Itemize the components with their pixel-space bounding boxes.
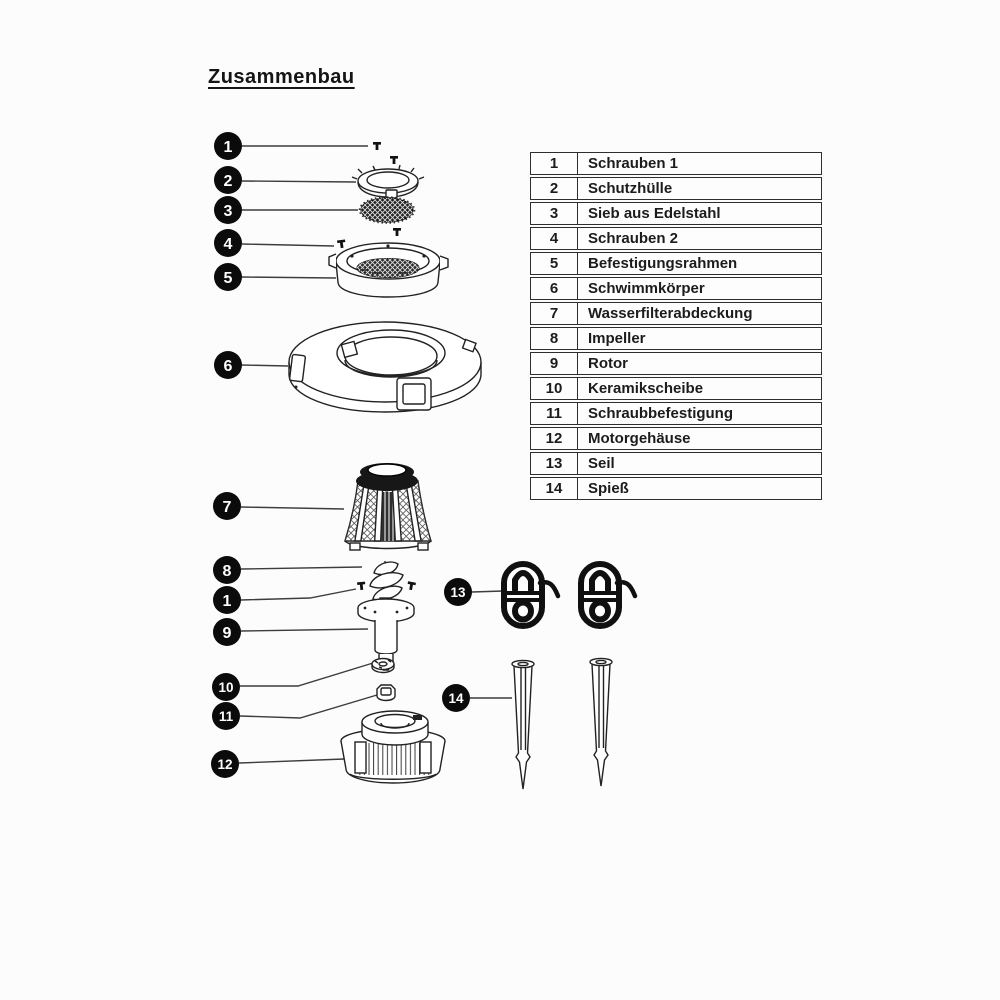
part-screw-fastener xyxy=(377,685,395,701)
part-name: Spieß xyxy=(588,480,629,497)
screw-icon xyxy=(357,582,366,591)
part-spike-2 xyxy=(590,658,612,786)
page-title: Zusammenbau xyxy=(208,66,355,88)
svg-text:2: 2 xyxy=(223,173,233,190)
part-name: Impeller xyxy=(588,330,646,347)
part-name: Wasserfilterabdeckung xyxy=(588,305,753,322)
table-row xyxy=(530,477,822,500)
callout-11 xyxy=(212,702,240,730)
part-number: 5 xyxy=(531,253,578,274)
svg-text:6: 6 xyxy=(223,358,233,375)
part-number: 10 xyxy=(531,378,578,399)
part-name: Schrauben 2 xyxy=(588,230,679,247)
callout-4 xyxy=(214,229,242,257)
callout-13 xyxy=(444,578,472,606)
screw-icon xyxy=(393,228,401,236)
part-name: Schrauben 1 xyxy=(588,155,679,172)
part-number: 3 xyxy=(531,203,578,224)
callout-1b xyxy=(213,586,241,614)
part-name: Befestigungsrahmen xyxy=(588,255,738,272)
part-name: Schwimmkörper xyxy=(588,280,705,297)
part-number: 4 xyxy=(531,228,578,249)
part-number: 8 xyxy=(531,328,578,349)
svg-text:12: 12 xyxy=(217,757,233,772)
svg-text:4: 4 xyxy=(223,236,233,253)
svg-text:14: 14 xyxy=(448,691,464,706)
part-float-body xyxy=(289,322,481,412)
screw-icon xyxy=(337,239,346,248)
part-number: 13 xyxy=(531,453,578,474)
part-steel-sieve xyxy=(360,197,415,223)
table-row xyxy=(530,352,822,375)
svg-text:10: 10 xyxy=(218,680,234,695)
callout-2 xyxy=(214,166,242,194)
table-row xyxy=(530,202,822,225)
table-row xyxy=(530,152,822,175)
svg-text:8: 8 xyxy=(222,563,232,580)
part-screw-1 xyxy=(373,142,381,150)
part-spike-1 xyxy=(512,660,534,789)
part-number: 12 xyxy=(531,428,578,449)
screw-icon xyxy=(407,581,416,590)
table-row xyxy=(530,402,822,425)
callout-9 xyxy=(213,618,241,646)
part-number: 9 xyxy=(531,353,578,374)
table-row xyxy=(530,452,822,475)
part-name: Motorgehäuse xyxy=(588,430,691,447)
table-row xyxy=(530,177,822,200)
table-row xyxy=(530,427,822,450)
table-row xyxy=(530,327,822,350)
callout-1 xyxy=(214,132,242,160)
svg-text:1: 1 xyxy=(222,593,232,610)
svg-text:3: 3 xyxy=(223,203,233,220)
callout-12 xyxy=(211,750,239,778)
svg-text:9: 9 xyxy=(222,625,232,642)
part-number: 6 xyxy=(531,278,578,299)
part-motor-housing xyxy=(341,711,445,783)
part-name: Seil xyxy=(588,455,615,472)
callout-3 xyxy=(214,196,242,224)
part-number: 7 xyxy=(531,303,578,324)
screw-icon xyxy=(390,156,398,164)
parts-table xyxy=(530,152,822,502)
part-filter-cover xyxy=(345,463,431,550)
part-number: 2 xyxy=(531,178,578,199)
table-row xyxy=(530,377,822,400)
part-number: 11 xyxy=(531,403,578,424)
callout-10 xyxy=(212,673,240,701)
part-name: Rotor xyxy=(588,355,628,372)
svg-text:5: 5 xyxy=(223,270,233,287)
part-name: Keramikscheibe xyxy=(588,380,704,397)
table-row xyxy=(530,227,822,250)
callout-14 xyxy=(442,684,470,712)
part-number: 14 xyxy=(531,478,578,499)
part-name: Sieb aus Edelstahl xyxy=(588,205,721,222)
svg-text:11: 11 xyxy=(218,709,234,724)
table-row xyxy=(530,252,822,275)
callout-8 xyxy=(213,556,241,584)
part-rope-1 xyxy=(504,564,558,626)
part-rope-2 xyxy=(581,564,635,626)
svg-text:1: 1 xyxy=(223,139,233,156)
part-protective-ring xyxy=(352,156,424,198)
table-row xyxy=(530,302,822,325)
part-name: Schraubbefestigung xyxy=(588,405,734,422)
part-mounting-frame xyxy=(329,228,448,297)
table-row xyxy=(530,277,822,300)
svg-text:13: 13 xyxy=(450,585,466,600)
part-name: Schutzhülle xyxy=(588,180,673,197)
svg-text:7: 7 xyxy=(222,499,232,516)
callout-6 xyxy=(214,351,242,379)
callout-7 xyxy=(213,492,241,520)
callout-5 xyxy=(214,263,242,291)
part-number: 1 xyxy=(531,153,578,174)
